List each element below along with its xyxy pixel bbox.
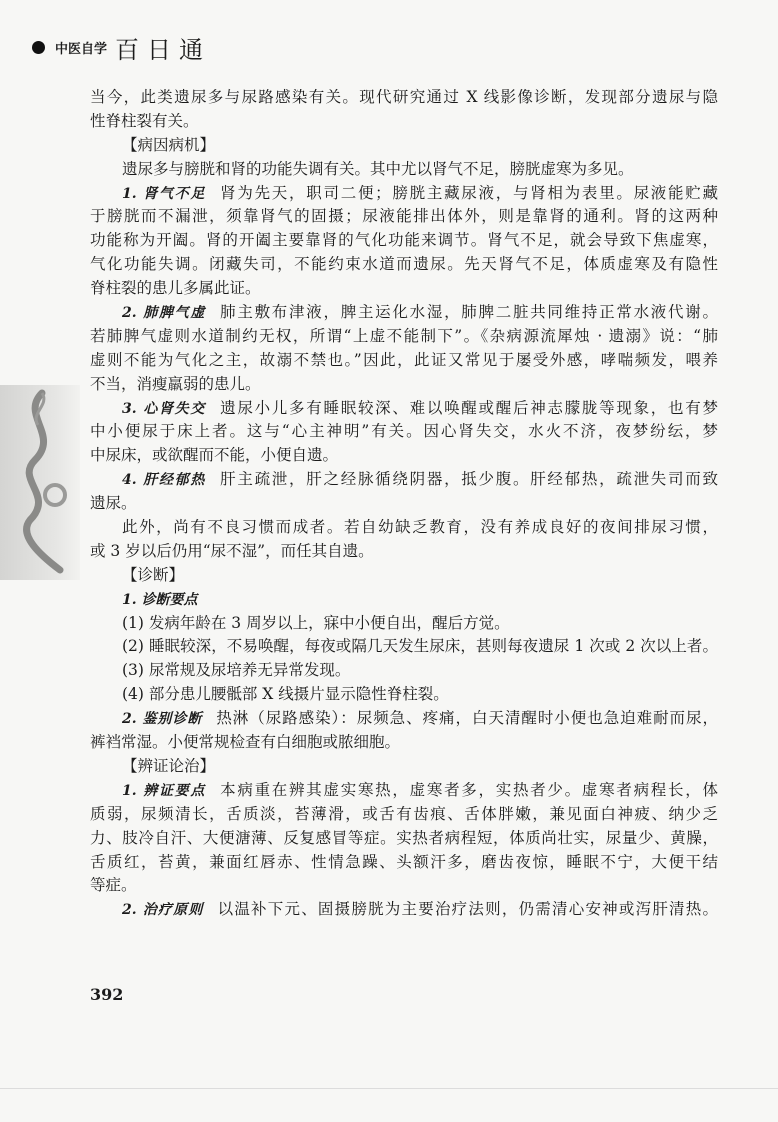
line-text: 肺主敷布津液，脾主运化水湿，肺脾二脏共同维持正常水液代谢。 [220,303,718,322]
text-line [90,325,718,349]
text-line [90,874,718,898]
text-line [90,420,718,444]
text-line [90,134,718,158]
run-in-heading: 3. 心肾失交 [122,400,207,417]
line-text: 以温补下元、固摄膀胱为主要治疗法则，仍需清心安神或泻肝清热。 [217,900,718,919]
run-in-heading: 2. 鉴别诊断 [122,711,203,728]
line-text: 【诊断】 [122,565,185,584]
text-line [90,707,718,731]
text-line [90,635,718,659]
line-text: 舌质红，苔黄，兼面红唇赤、性情急躁、头额汗多，磨齿夜惊，睡眠不宁，大便干结 [90,852,718,871]
line-text: 热淋（尿路感染）：尿频急、疼痛，白天清醒时小便也急迫难耐而尿， [216,709,718,728]
text-line [90,898,718,922]
line-text: 遗尿。 [90,494,137,513]
line-text: 遗尿多与膀胱和肾的功能失调有关。其中尤以肾气不足，膀胱虚寒为多见。 [122,159,634,178]
line-text: 力、肢冷自汗、大便溏薄、反复感冒等症。实热者病程短，体质尚壮实，尿量少、黄臊， [90,828,718,847]
line-text: 若肺脾气虚则水道制约无权，所谓“上虚不能制下”。《杂病源流犀烛 · 遗溺》说：“肺 [90,326,718,345]
line-text: 不当，消瘦羸弱的患儿。 [90,374,261,393]
text-line [90,588,718,612]
line-text: 裤裆常湿。小便常规检查有白细胞或脓细胞。 [90,733,401,752]
text-line [90,253,718,277]
text-line [90,182,718,206]
text-line [90,803,718,827]
text-line [90,779,718,803]
book-title: 百日通 [115,36,212,64]
text-line [90,564,718,588]
line-text: 功能称为开阖。肾的开阖主要靠肾的气化功能来调节。肾气不足，就会导致下焦虚寒， [90,231,718,250]
run-in-heading: 4. 肝经郁热 [122,472,207,489]
run-in-heading: 2. 肺脾气虚 [122,305,207,322]
text-line [90,301,718,325]
line-text: 质弱，尿频清长，舌质淡，苔薄滑，或舌有齿痕、舌体胖嫩，兼见面白神疲、纳少乏 [90,804,718,823]
run-in-heading: 2. 治疗原则 [122,902,204,919]
text-line [90,683,718,707]
text-line [90,444,718,468]
line-text: 此外，尚有不良习惯而成者。若自幼缺乏教育，没有养成良好的夜间排尿习惯， [122,518,718,537]
page-body [90,86,718,922]
run-in-heading: 1. 诊断要点 [122,591,198,608]
line-text: 等症。 [90,876,137,895]
line-text: 中小便尿于床上者。这与“心主神明”有关。因心肾失交，水火不济，夜梦纷纭，梦 [90,422,718,441]
text-line [90,851,718,875]
text-line [90,731,718,755]
line-text: 【辨证论治】 [122,756,216,775]
line-text: (2) 睡眠较深，不易唤醒，每夜或隔几天发生尿床，甚则每夜遗尿 1 次或 2 次以上者。 [122,637,718,656]
line-text: 肾为先天，职司二便；膀胱主藏尿液，与肾相为表里。尿液能贮藏 [220,183,718,202]
line-text: 或 3 岁以后仍用“尿不湿”，而任其自遗。 [90,541,374,560]
text-line [90,373,718,397]
bullet-icon [32,41,45,54]
text-line [90,540,718,564]
text-line [90,397,718,421]
line-text: 【病因病机】 [122,135,216,154]
line-text: 脊柱裂的患儿多属此证。 [90,279,261,298]
text-line [90,277,718,301]
text-line [90,158,718,182]
text-line [90,468,718,492]
line-text: 于膀胱而不漏泄，须靠肾气的固摄；尿液能排出体外，则是靠肾的通利。肾的这两种 [90,207,718,226]
text-line [90,349,718,373]
text-line [90,205,718,229]
text-line [90,492,718,516]
text-line [90,229,718,253]
line-text: 遗尿小儿多有睡眠较深、难以唤醒或醒后神志朦胧等现象，也有梦 [220,398,718,417]
line-text: (1) 发病年龄在 3 周岁以上，寐中小便自出，醒后方觉。 [122,613,510,632]
line-text: 当今，此类遗尿多与尿路感染有关。现代研究通过 X 线影像诊断，发现部分遗尿与隐 [90,88,718,106]
swirl-ornament-icon [0,385,80,580]
text-line [90,659,718,683]
text-line [90,612,718,636]
line-text: (3) 尿常规及尿培养无异常发现。 [122,661,351,680]
page-number: 392 [90,985,124,1004]
line-text: 气化功能失调。闭藏失司，不能约束水道而遗尿。先天肾气不足，体质虚寒及有隐性 [90,255,718,274]
line-text: 本病重在辨其虚实寒热，虚寒者多，实热者少。虚寒者病程长，体 [220,780,718,799]
decorative-ornament [0,385,80,580]
text-line [90,827,718,851]
text-line [90,516,718,540]
line-text: 虚则不能为气化之主，故溺不禁也。”因此，此证又常见于屡受外感，哮喘频发，喂养 [90,350,718,369]
text-line [90,86,718,110]
line-text: (4) 部分患儿腰骶部 X 线摄片显示隐性脊柱裂。 [122,685,449,704]
text-line [90,110,718,134]
running-header [32,30,211,65]
run-in-heading: 1. 肾气不足 [122,185,207,202]
text-line [90,755,718,779]
line-text: 肝主疏泄，肝之经脉循绕阴器，抵少腹。肝经郁热，疏泄失司而致 [220,470,718,489]
series-name: 中医自学 [55,42,108,57]
line-text: 中尿床，或欲醒而不能，小便自遗。 [90,446,339,465]
line-text: 性脊柱裂有关。 [90,111,199,130]
scan-edge-line [0,1088,778,1089]
run-in-heading: 1. 辨证要点 [122,782,207,799]
